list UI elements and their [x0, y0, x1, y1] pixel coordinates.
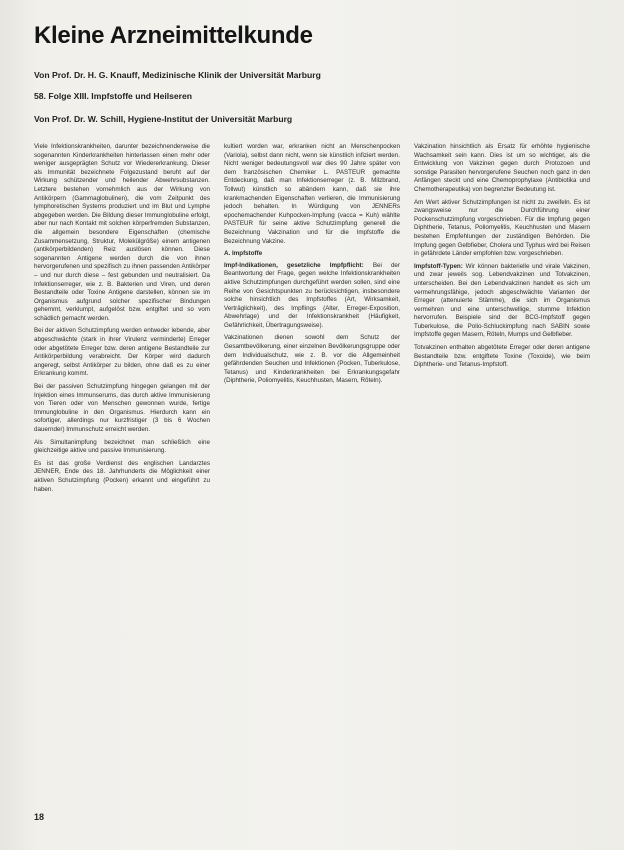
- paragraph: Bei der passiven Schutzimpfung hingegen gelangen mit der Injektion eines Immunserums, das durch aktive Immunisierung von Tieren oder von Menschen gewonnen wurde, fertige Immunglobuline in den Organismus. Hierdurch kann ein sofortiger, allerdings nur kurzfristiger (3 bis 6 Wochen dauernder) Immunschutz erreicht werden.: [34, 383, 210, 433]
- paragraph: Vakzination hinsichtlich als Ersatz für erhöhte hygienische Wachsamkeit sein kann. Dies ist um so wichtiger, als die Entwicklung von Vakzinen gegen durch Protozoen und sonstige Parasiten hervorgerufene Seuchen noch ganz in den Anfängen steckt und eine Chemoprophylaxe (Antibiotika und Chemotherapeutika) von begrenzter Bedeutung ist.: [414, 143, 590, 193]
- paragraph: Am Wert aktiver Schutzimpfungen ist nicht zu zweifeln. Es ist zwangsweise nur die Durchführung einer Pockenschutzimpfung vorgeschrieben. Für die Impfung gegen Diphtherie, Tetanus, Poliomyelitis, Keuchhusten und Masern bestehen Empfehlungen der zuständigen Behörden. Die Impfung gegen Gelbfieber, Cholera und Typhus wird bei Reisen in gefährdete Länder empfohlen bzw. vorgeschrieben.: [414, 198, 590, 258]
- author-line: Von Prof. Dr. H. G. Knauff, Medizinische Klinik der Universität Marburg: [34, 70, 321, 80]
- article-title: Kleine Arzneimittelkunde: [34, 22, 313, 49]
- paragraph: [414, 263, 590, 340]
- paragraph: Totvakzinen enthalten abgetötete Erreger oder deren antigene Bestandteile bzw. entgiftete Toxine (Toxoide), wie beim Diphtherie- und Tetanus-Impfstoff.: [414, 344, 590, 369]
- paragraph: Es ist das große Verdienst des englischen Landarztes JENNER, Ende des 18. Jahrhunderts die Möglichkeit einer aktiven Schutzimpfung (Pocken) erkannt und eingeführt zu haben.: [34, 459, 210, 493]
- paragraph-body: Bei der Beantwortung der Frage, gegen welche Infektionskrankheiten aktive Schutzimpfungen durchgeführt werden sollen, sind eine Reihe von Gesichtspunkten zu berücksichtigen, insbesondere solche hinsichtlich des Impfstoffes (Art, Wirksamkeit, Verträglichkeit), des Impflings (Alter, Erreger-Exposition, Abwehrlage) und der Infektionskrankheit (Häufigkeit, Gefährlichkeit, Übertragungsweise).: [224, 261, 400, 329]
- series-line: 58. Folge XIII. Impfstoffe und Heilseren: [34, 91, 193, 101]
- paragraph-lead: Impf-Indikationen, gesetzliche Impfpflicht:: [224, 261, 364, 269]
- paragraph: [224, 262, 400, 331]
- paragraph-lead: Impfstoff-Typen:: [414, 262, 463, 270]
- text-column-2: [224, 143, 400, 808]
- paragraph: Vakzinationen dienen sowohl dem Schutz der Gesamtbevölkerung, einer einzelnen Bevölkerungsgruppe oder dem Individualschutz, wie z. B. vor die Allgemeinheit gefährdenden Seuchen und Infektionen (Pocken, Tuberkulose, Tetanus) und Kinderkrankheiten bei Erkrankungsgefahr (Diphtherie, Poliomyelitis, Keuchhusten, Masern, Röteln).: [224, 334, 400, 385]
- paragraph: Als Simultanimpfung bezeichnet man schließlich eine gleichzeitige aktive und passive Immunisierung.: [34, 438, 210, 455]
- section-heading: A. Impfstoffe: [224, 250, 263, 258]
- paragraph: Viele Infektionskrankheiten, darunter bezeichnenderweise die sogenannten Kinderkrankheiten hinterlassen einen mehr oder weniger ausgeprägten Schutz vor Wiedererkrankung. Dieser als Immunität bezeichnete Folgezustand beruht auf der Wirkung schützender und heilender Abwehrsubstanzen. Letztere bestehen vornehmlich aus der Wirkung von Antikörpern (Gammaglobulinen), die vom Zeitpunkt des lymphoretischen Systems produziert und im Blut und Lymphe abgegeben werden. Die Bildung dieser Immunglobuline erfolgt, aber nur nach Kontakt mit solchen körperfremden Substanzen, die allgemein besondere Eigenschaften (chemische Zusammensetzung, Struktur, Molekülgröße) einem antigenen (antikörperbildenden) Reiz auslösen können. Diese sogenannten Antigene werden durch die von ihnen hervorgerufenen und spezifisch zu ihnen passenden Antikörper – und nur durch diese – fest gebunden und neutralisiert. Da Infektionserreger, wie z. B. Bakterien und Viren, und deren Bestandteile oder Toxine Antigene darstellen, können sie im Organismus aufgrund solcher spezifischer Bindungen gehemmt, verklumpt, aufgelöst bzw. entgiftet und so vom schädlich gemacht werden.: [34, 143, 210, 322]
- text-column-3: [414, 143, 590, 808]
- paragraph: Bei der aktiven Schutzimpfung werden entweder lebende, aber abgeschwächte (stark in ihrer Virulenz verminderte) Erreger oder abgetötete Erreger bzw. deren antigene Bestandteile zur Antikörperbildung verabreicht. Der Körper wird dadurch angeregt, selbst Antikörper zu bilden, ohne daß es zu einer Erkrankung kommt.: [34, 327, 210, 378]
- paragraph-body: Wir können bakterielle und virale Vakzinen, und zwar jeweils sog. Lebendvakzinen und Totvakzinen, unterscheiden. Bei den Lebendvakzinen handelt es sich um vermehrungsfähige, jedoch abgeschwächte Varianten der Erreger (attenuierte Stämme), die sich im Organismus vermehren und eine unterschwellige, stumme Infektion hervorrufen. Beispiele sind der BCG-Impfstoff gegen Tuberkulose, die Polio-Schluckimpfung nach SABIN sowie Impfstoffe gegen Masern, Röteln, Mumps und Gelbfieber.: [414, 262, 590, 339]
- paragraph: kultiert worden war, erkranken nicht an Menschenpocken (Variola), selbst dann nicht, wenn sie künstlich infiziert werden. Nicht weniger bedeutungsvoll war dies 90 Jahre später von dem französischen Chemiker L. PASTEUR gemachte Entdeckung, daß man Infektionserreger (z. B. Milzbrand, Tollwut) künstlich so abändern kann, daß sie ihre krankmachenden Eigenschaften verlieren, die Immunisierung jedoch behalten. In Würdigung von JENNERs epochemachender Kuhpocken-Impfung (vacca = Kuh) wählte PASTEUR für seine aktive Schutzimpfung generell die Bezeichnung Vakzination und für die Impfstoffe die Bezeichnung Vakzine.: [224, 143, 400, 245]
- coauthor-line: Von Prof. Dr. W. Schill, Hygiene-Institut der Universität Marburg: [34, 114, 293, 124]
- page-number: 18: [34, 812, 45, 822]
- text-column-1: [34, 143, 210, 808]
